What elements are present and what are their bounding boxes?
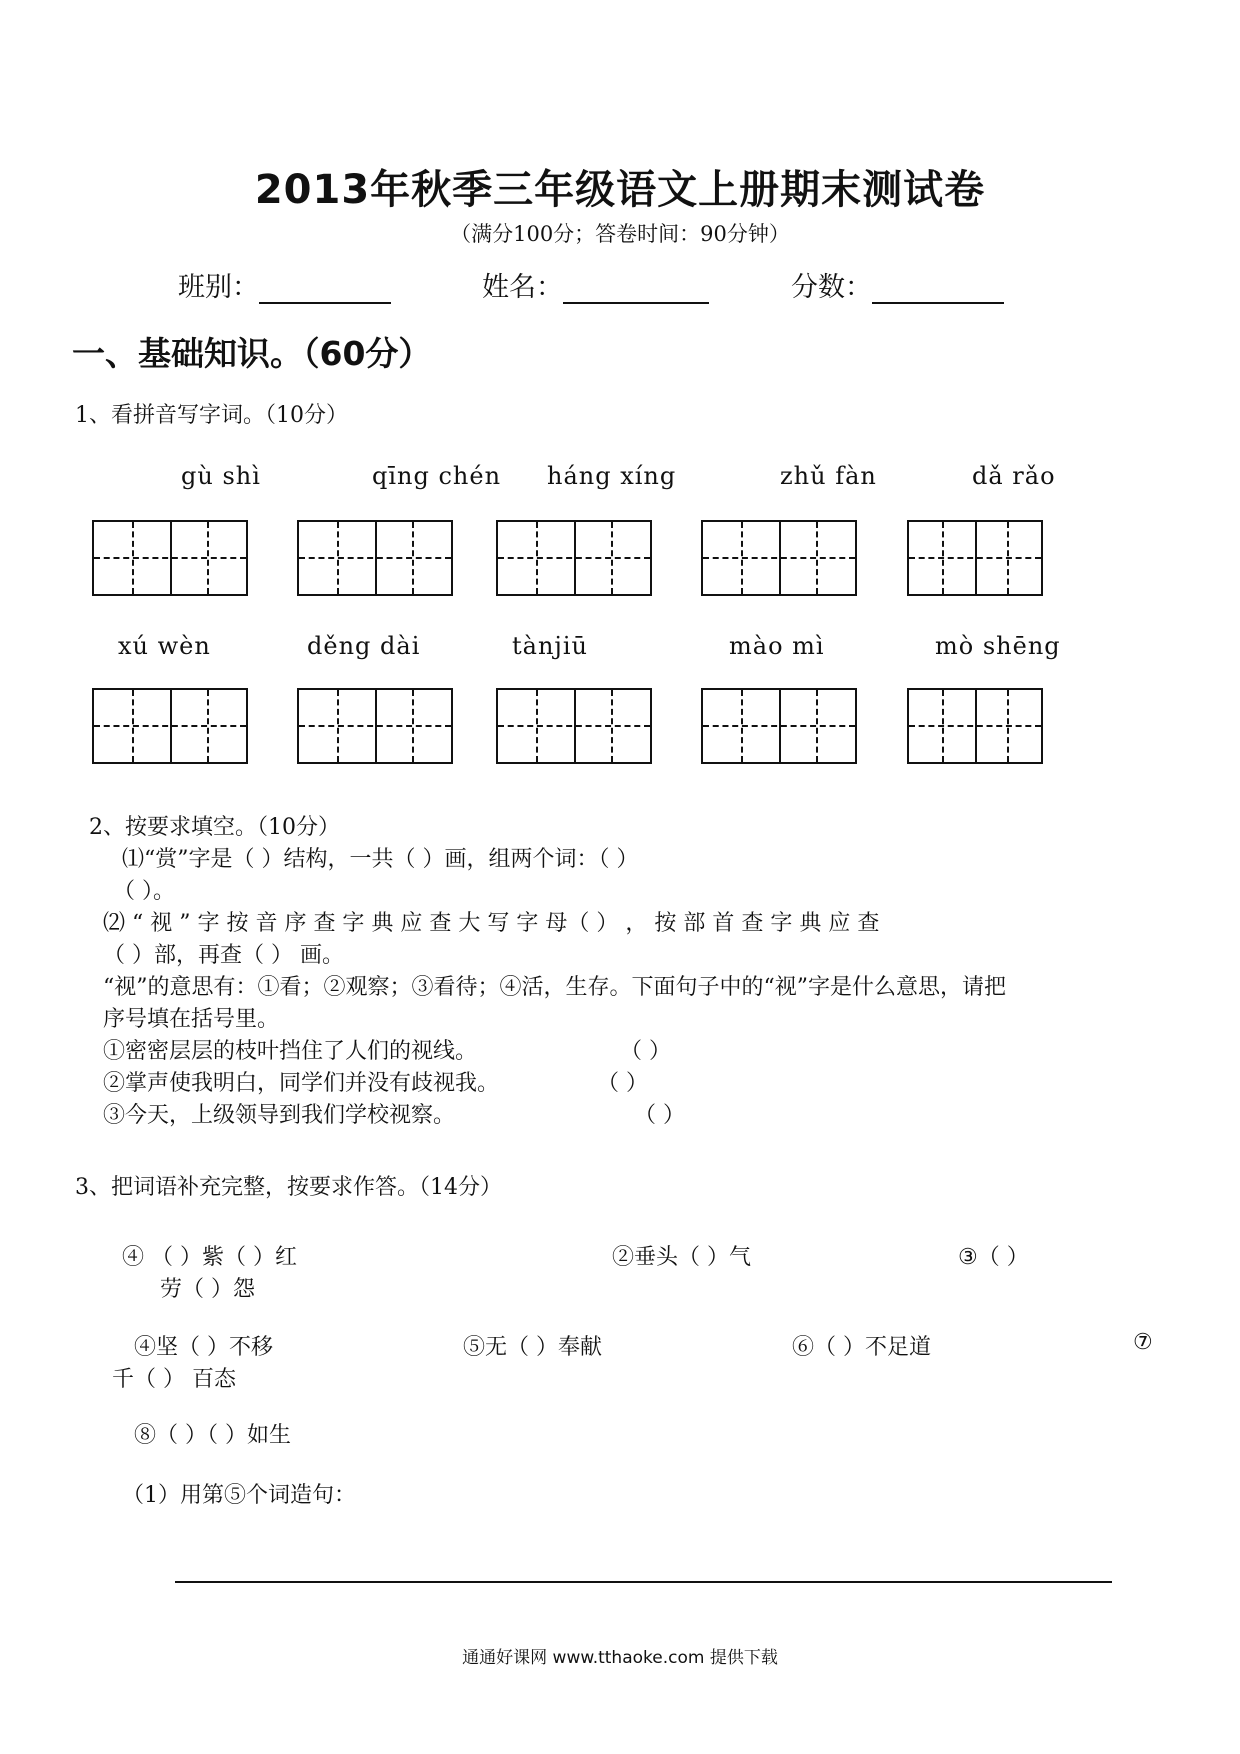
q3-item-1: ④ （ ）紫（ ）红	[122, 1245, 297, 1270]
q2-line5: “视”的意思有：①看；②观察；③看待；④活，生存。下面句子中的“视”字是什么意思，请把	[103, 975, 1006, 1000]
writing-grid-1-4[interactable]	[701, 520, 857, 596]
pinyin-1-1: gù shì	[181, 462, 261, 490]
pinyin-2-4: mào mì	[729, 632, 825, 660]
q2-title: 2、按要求填空。（10分）	[89, 815, 340, 840]
name-blank[interactable]	[563, 276, 709, 304]
q3-item-3-cont: 劳（ ）怨	[160, 1277, 255, 1302]
pinyin-1-2: qīng chén	[372, 462, 502, 490]
q2-line2: （ ）。	[113, 879, 175, 904]
q3-title: 3、把词语补充完整，按要求作答。（14分）	[75, 1175, 502, 1200]
pinyin-2-1: xú wèn	[118, 632, 211, 660]
score-blank[interactable]	[872, 276, 1004, 304]
pinyin-2-5: mò shēng	[935, 632, 1061, 660]
q2-line6: 序号填在括号里。	[103, 1007, 280, 1032]
name-field	[482, 265, 709, 304]
q3-item-7: ⑦	[1133, 1330, 1153, 1355]
q3-item-6: ⑥（ ）不足道	[792, 1335, 931, 1360]
writing-grid-1-3[interactable]	[496, 520, 652, 596]
q2-answer-2[interactable]: （ ）	[597, 1071, 648, 1096]
q3-item-3: ③（ ）	[958, 1245, 1029, 1270]
q2-line3: ⑵ “ 视 ” 字 按 音 序 查 字 典 应 查 大 写 字 母（ ） ， 按 部 首 查 字 典 应 查	[103, 911, 880, 936]
q3-item-5: ⑤无（ ）奉献	[463, 1335, 602, 1360]
writing-grid-2-2[interactable]	[297, 688, 453, 764]
answer-line[interactable]	[175, 1581, 1112, 1583]
q2-answer-3[interactable]: （ ）	[634, 1103, 685, 1128]
section-title: 一、基础知识。（60分）	[72, 334, 432, 373]
pinyin-2-2: děng dài	[307, 632, 421, 660]
q2-sentence-1: ①密密层层的枝叶挡住了人们的视线。	[103, 1039, 478, 1064]
q3-item-2: ②垂头（ ）气	[612, 1245, 751, 1270]
name-label: 姓名：	[482, 272, 563, 303]
q3-sub-1: （1）用第⑤个词造句：	[122, 1483, 356, 1508]
q3-item-4: ④坚（ ）不移	[134, 1335, 273, 1360]
footer-text: 通通好课网 www.tthaoke.com 提供下载	[462, 1648, 778, 1668]
q3-item-8: ⑧（ ）（ ）如生	[134, 1423, 291, 1448]
q2-line4: （ ）部，再查（ ） 画。	[103, 943, 344, 968]
writing-grid-2-4[interactable]	[701, 688, 857, 764]
page-subtitle: （满分100分；答卷时间：90分钟）	[450, 222, 790, 246]
q3-item-7-cont: 千（ ） 百态	[112, 1367, 236, 1392]
pinyin-1-3: háng xíng	[547, 462, 677, 490]
q2-sentence-2: ②掌声使我明白，同学们并没有歧视我。	[103, 1071, 500, 1096]
score-label: 分数：	[791, 272, 872, 303]
q2-answer-1[interactable]: （ ）	[620, 1039, 671, 1064]
q1-title: 1、看拼音写字词。（10分）	[75, 403, 348, 428]
page-title: 2013年秋季三年级语文上册期末测试卷	[254, 167, 986, 213]
writing-grid-1-2[interactable]	[297, 520, 453, 596]
class-label: 班别：	[178, 272, 259, 303]
writing-grid-2-5[interactable]	[907, 688, 1043, 764]
pinyin-1-5: dǎ rǎo	[972, 462, 1056, 490]
q2-line1: ⑴“赏”字是（ ）结构，一共（ ）画，组两个词：（ ）	[122, 847, 639, 872]
writing-grid-1-5[interactable]	[907, 520, 1043, 596]
class-blank[interactable]	[259, 276, 391, 304]
q2-sentence-3: ③今天，上级领导到我们学校视察。	[103, 1103, 456, 1128]
class-field	[178, 265, 391, 304]
writing-grid-2-1[interactable]	[92, 688, 248, 764]
writing-grid-1-1[interactable]	[92, 520, 248, 596]
pinyin-2-3: tànjiū	[512, 632, 588, 660]
pinyin-1-4: zhǔ fàn	[780, 462, 877, 490]
writing-grid-2-3[interactable]	[496, 688, 652, 764]
score-field	[791, 265, 1004, 304]
